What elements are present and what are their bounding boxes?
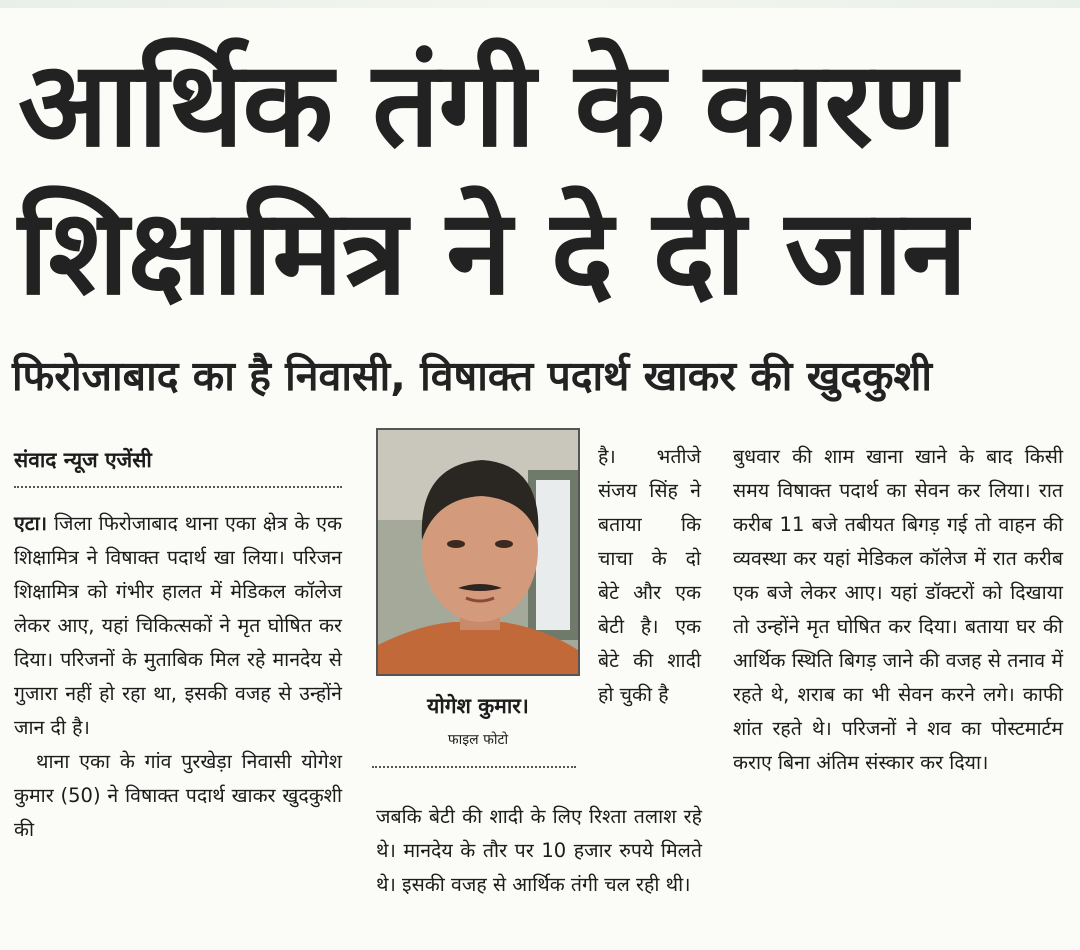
portrait-illustration bbox=[378, 430, 578, 674]
article-column-3: बुधवार की शाम खाना खाने के बाद किसी समय विषाक्त पदार्थ का सेवन कर लिया। रात करीब 11 बजे तबीयत बिगड़ गई तो वाहन की व्यवस्था कर यहां मेडिकल कॉलेज में रात करीब एक बजे लेकर आए। यहां डॉक्टरों को दिखाया तो उन्होंने मृत घोषित कर दिया। बताया घर की आर्थिक स्थिति बिगड़ जाने की वजह से तनाव में रहते थे, शराब का भी सेवन करने लगे। काफी शांत रहते थे। परिजनों ने शव का पोस्टमार्टम कराए बिना अंतिम संस्कार कर दिया। bbox=[733, 445, 1063, 774]
top-border-strip bbox=[0, 0, 1080, 8]
headline-line-1: आर्थिक तंगी के कारण bbox=[18, 35, 957, 173]
headline-line-2: शिक्षामित्र ने दे दी जान bbox=[18, 183, 967, 321]
photo-credit: फाइल फोटो bbox=[447, 732, 509, 748]
article-column-2-wide: जबकि बेटी की शादी के लिए रिश्ता तलाश रहे थे। मानदेय के तौर पर 10 हजार रुपये मिलते थे। इसकी वजह से आर्थिक तंगी चल रही थी। bbox=[376, 805, 702, 896]
column-1-paragraph-1 bbox=[14, 507, 342, 745]
subheadline: फिरोजाबाद का है निवासी, विषाक्त पदार्थ खाकर की खुदकुशी bbox=[12, 352, 932, 400]
byline-divider bbox=[14, 486, 342, 488]
column-1-paragraph-2: थाना एका के गांव पुरखेड़ा निवासी योगेश कुमार (50) ने विषाक्त पदार्थ खाकर खुदकुशी की bbox=[14, 750, 342, 841]
byline: संवाद न्यूज एजेंसी bbox=[14, 448, 152, 472]
column-1-text-1: जिला फिरोजाबाद थाना एका क्षेत्र के एक शिक्षामित्र ने विषाक्त पदार्थ खा लिया। परिजन शिक्षामित्र को गंभीर हालत में मेडिकल कॉलेज लेकर आए, यहां चिकित्सकों ने मृत घोषित कर दिया। परिजनों के मुताबिक मिल रहे मानदेय से गुजारा नहीं हो रहा था, इसकी वजह से उन्होंने जान दी है। bbox=[14, 512, 343, 739]
headline bbox=[18, 30, 1068, 326]
photo-caption: योगेश कुमार। bbox=[427, 694, 529, 718]
dateline: एटा। bbox=[14, 512, 48, 535]
caption-divider bbox=[372, 766, 576, 768]
article-column-2-narrow: है। भतीजे संजय सिंह ने बताया कि चाचा के दो बेटे और एक बेटी है। एक बेटे की शादी हो चुकी है bbox=[598, 445, 701, 706]
article-column-1 bbox=[14, 507, 342, 847]
portrait-photo bbox=[376, 428, 580, 676]
